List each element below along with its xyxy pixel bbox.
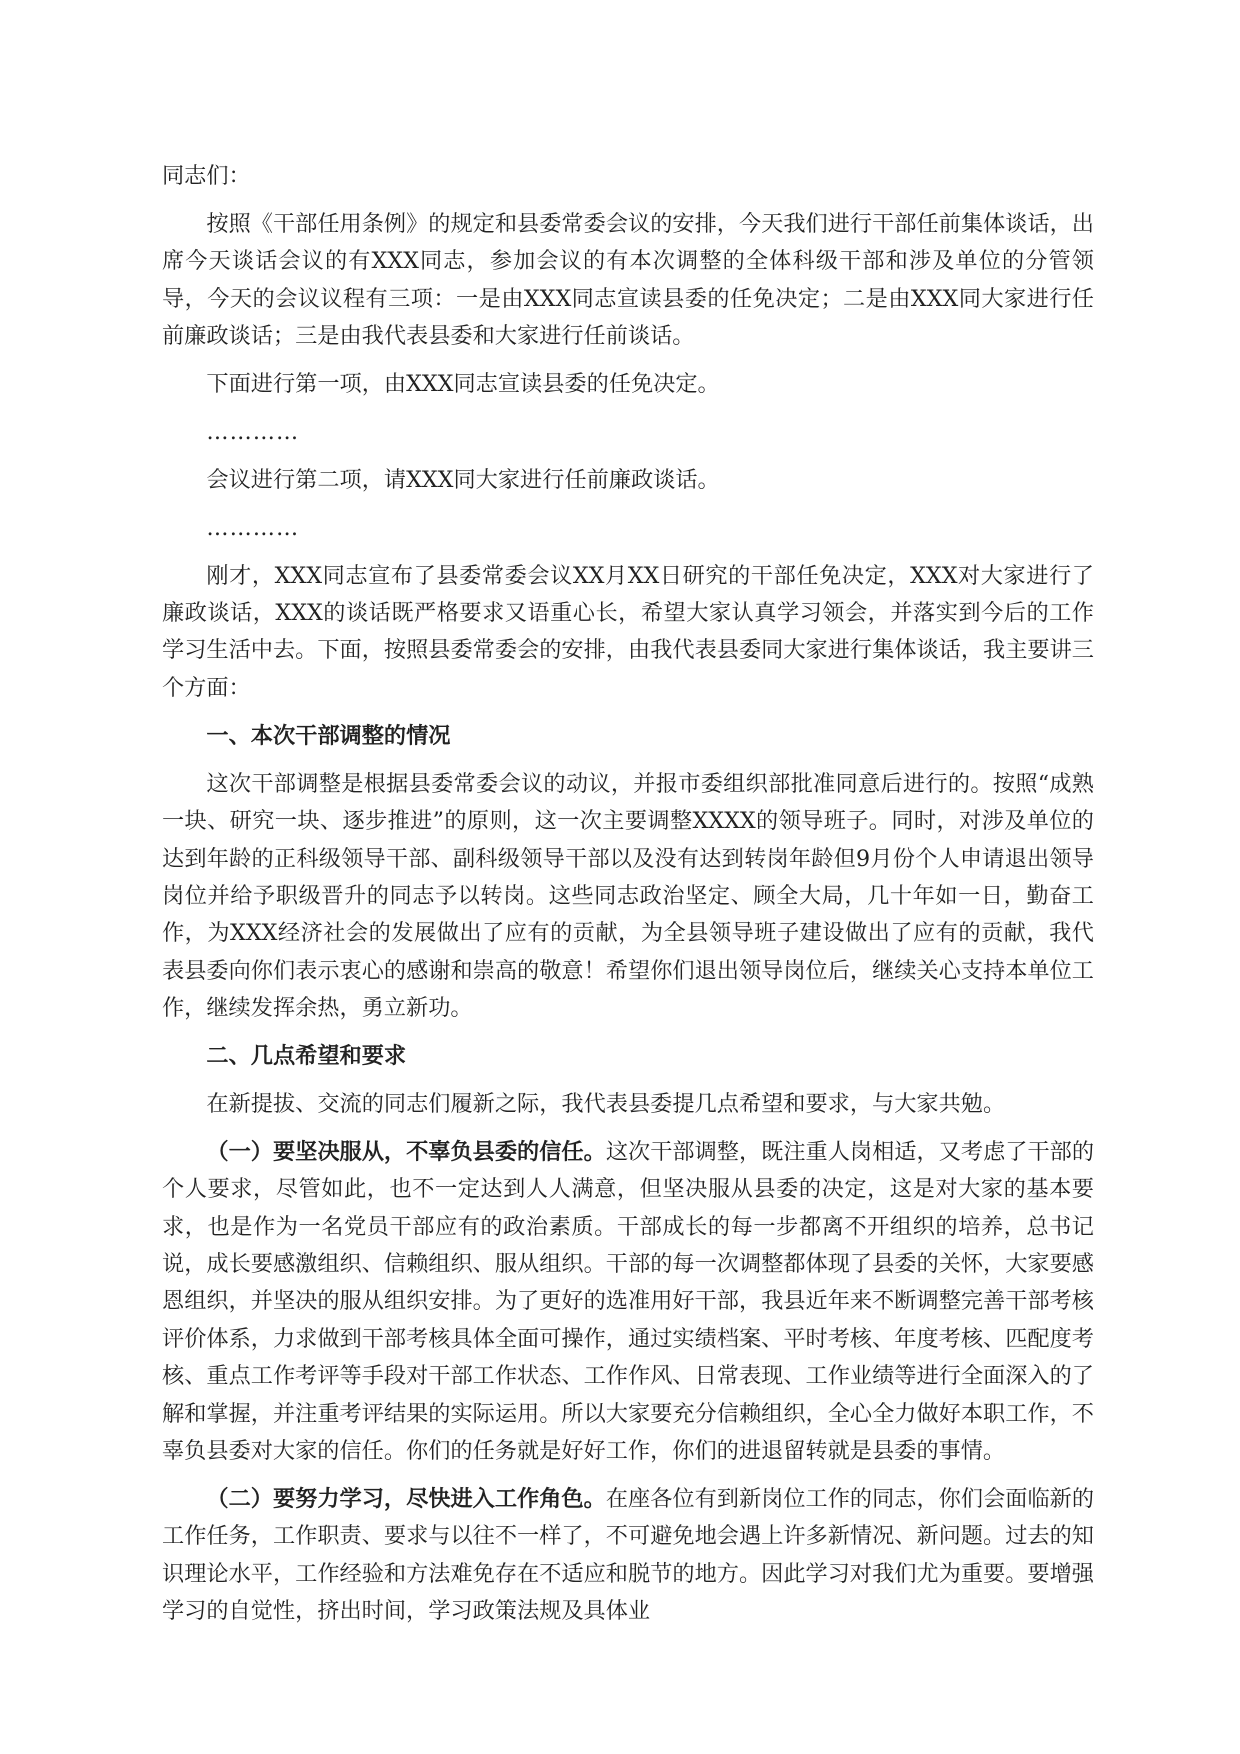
ellipsis-second: …………: [206, 514, 300, 541]
paragraph-adjustment: 这次干部调整是根据县委常委会议的动议，并报市委组织部批准同意后进行的。按照“成熟一块、研究一块、逐步推进”的原则，这一次主要调整XXXX的领导班子。同时，对涉及单位的达到年龄的正科级领导干部、副科级领导干部以及没有达到转岗年龄但9月份个人申请退出领导岗位并给予职级晋升的同志予以转岗。这些同志政治坚定、顾全大局，几十年如一日，勤奋工作，为XXX经济社会的发展做出了应有的贡献，为全县领导班子建设做出了应有的贡献，我代表县委向你们表示衷心的感谢和崇高的敬意！希望你们退出领导岗位后，继续关心支持本单位工作，继续发挥余热，勇立新功。: [162, 770, 1094, 1022]
paragraph-agenda: 按照《干部任用条例》的规定和县委常委会议的安排，今天我们进行干部任前集体谈话，出席今天谈话会议的有XXX同志，参加会议的有本次调整的全体科级干部和涉及单位的分管领导，今天的会议议程有三项：一是由XXX同志宣读县委的任免决定；二是由XXX同大家进行任前廉政谈话；三是由我代表县委和大家进行任前谈话。: [162, 210, 1094, 350]
paragraph-study-lead: （二）要努力学习，尽快进入工作角色。: [206, 1486, 606, 1512]
paragraph-requirements-intro: 在新提拔、交流的同志们履新之际，我代表县委提几点希望和要求，与大家共勉。: [206, 1090, 1006, 1117]
section-heading-adjustment: 一、本次干部调整的情况: [206, 722, 451, 749]
section-heading-requirements: 二、几点希望和要求: [206, 1043, 407, 1070]
paragraph-obey-lead: （一）要坚决服从，不辜负县委的信任。: [206, 1138, 606, 1165]
salutation: 同志们：: [162, 163, 251, 189]
paragraph-second-item: 会议进行第二项，请XXX同大家进行任前廉政谈话。: [206, 466, 720, 493]
paragraph-first-item: 下面进行第一项，由XXX同志宣读县委的任免决定。: [206, 371, 720, 398]
ellipsis-first: …………: [206, 418, 300, 445]
paragraph-study-body: 在座各位有到新岗位工作的同志，你们会面临新的工作任务，工作职责、要求与以往不一样了，不可避免地会遇上许多新情况、新问题。过去的知识理论水平，工作经验和方法难免存在不适应和脱节的地方。因此学习对我们尤为重要。要增强学习的自觉性，挤出时间，学习政策法规及具体业: [162, 1486, 1095, 1625]
paragraph-obey: [162, 1134, 1094, 1471]
paragraph-obey-body: 这次干部调整，既注重人岗相适，又考虑了干部的个人要求，尽管如此，也不一定达到人人满意，但坚决服从县委的决定，这是对大家的基本要求，也是作为一名党员干部应有的政治素质。干部成长的每一步都离不开组织的培养，总书记说，成长要感激组织、信赖组织、服从组织。干部的每一次调整都体现了县委的关怀，大家要感恩组织，并坚决的服从组织安排。为了更好的选准用好干部，我县近年来不断调整完善干部考核评价体系，力求做到干部考核具体全面可操作，通过实绩档案、平时考核、年度考核、匹配度考核、重点工作考评等手段对干部工作状态、工作作风、日常表现、工作业绩等进行全面深入的了解和掌握，并注重考评结果的实际运用。所以大家要充分信赖组织，全心全力做好本职工作，不辜负县委对大家的信任。你们的任务就是好好工作，你们的进退留转就是县委的事情。: [162, 1138, 1095, 1465]
paragraph-study: [162, 1481, 1094, 1631]
document-body: [162, 158, 1094, 1641]
paragraph-intro-talk: 刚才，XXX同志宣布了县委常委会议XX月XX日研究的干部任免决定，XXX对大家进行了廉政谈话，XXX的谈话既严格要求又语重心长，希望大家认真学习领会，并落实到今后的工作学习生活中去。下面，按照县委常委会的安排，由我代表县委同大家进行集体谈话，我主要讲三个方面：: [162, 562, 1094, 701]
